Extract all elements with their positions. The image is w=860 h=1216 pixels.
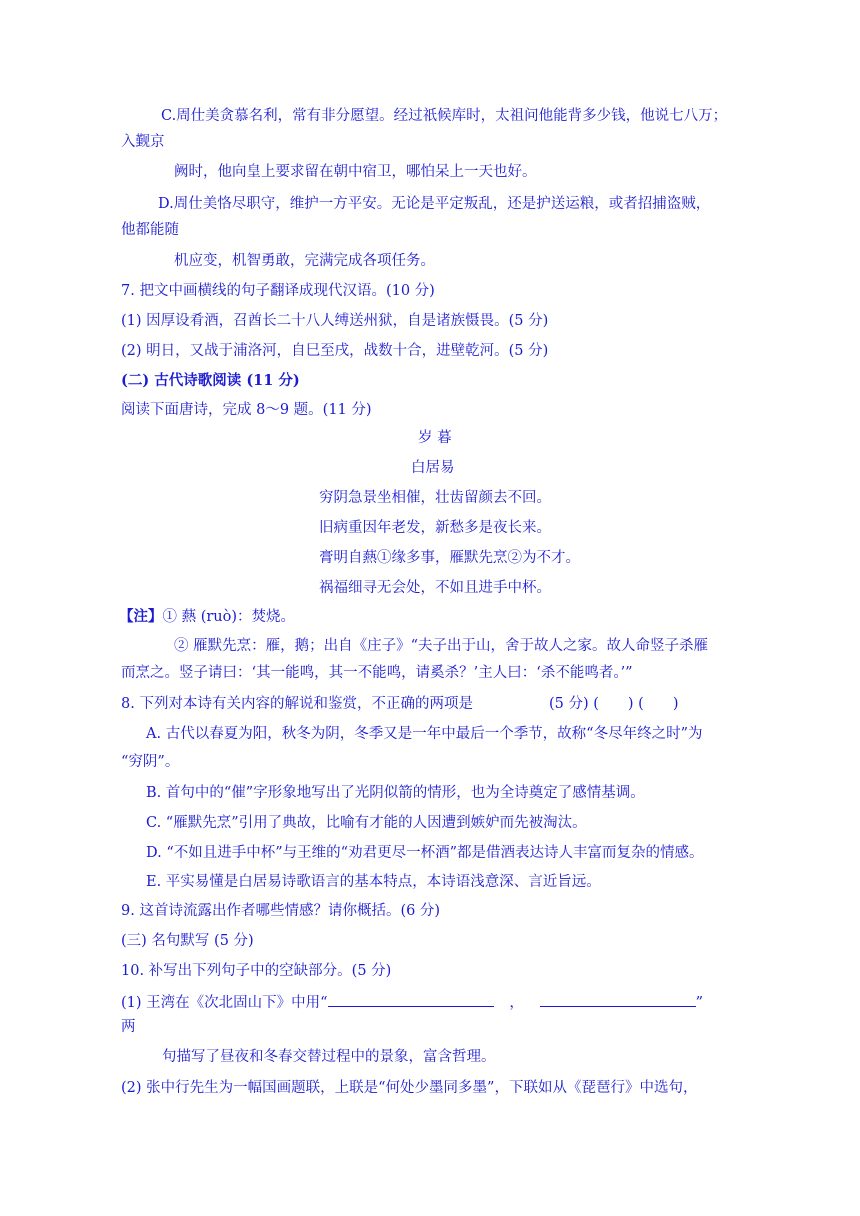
q6-option-c-line3: 阙时，他向皇上要求留在朝中宿卫，哪怕呆上一天也好。 xyxy=(174,164,537,180)
q8-score: (5 分) ( ) ( ) xyxy=(549,696,679,712)
note-label: 【注】 xyxy=(119,608,163,625)
q10-blank-1[interactable] xyxy=(328,991,494,1007)
q10-sentence-2: (2) 张中行先生为一幅国画题联，上联是“何处少墨同多墨”，下联如从《琵琶行》中选句， xyxy=(121,1080,698,1096)
section-2-heading: (二) 古代诗歌阅读 (11 分) xyxy=(121,372,300,389)
note-1-text: ① 爇 (ruò)：焚烧。 xyxy=(162,609,296,625)
poem-line-2: 旧病重因年老发，新愁多是夜长来。 xyxy=(319,520,551,536)
q8-option-a-line2: “穷阴”。 xyxy=(121,754,180,770)
q8-option-e: E. 平实易懂是白居易诗歌语言的基本特点，本诗语浅意深、言近旨远。 xyxy=(146,874,601,890)
note-2-line2: 而烹之。竖子请曰：‘其一能鸣，其一不能鸣，请奚杀？’主人曰：‘杀不能鸣者。’” xyxy=(121,665,633,681)
q10-sentence-1-line2: 两 xyxy=(121,1019,136,1035)
q6-option-c-line2: 入觐京 xyxy=(121,134,165,150)
poem-line-4: 祸福细寻无会处，不如且进手中杯。 xyxy=(319,580,551,596)
q8-option-a-line1: A. 古代以春夏为阳，秋冬为阴，冬季又是一年中最后一个季节，故称“冬尽年终之时”为 xyxy=(146,726,703,742)
note-1 xyxy=(119,607,295,627)
q9-stem: 9. 这首诗流露出作者哪些情感？请你概括。(6 分) xyxy=(121,903,441,919)
q7-sentence-1: (1) 因厚设肴酒，召酋长二十八人缚送州狱，自是诸族慑畏。(5 分) xyxy=(121,313,549,329)
poem-author: 白居易 xyxy=(411,460,455,476)
q10-s1-comma: ， xyxy=(509,995,524,1011)
q10-stem: 10. 补写出下列句子中的空缺部分。(5 分) xyxy=(121,963,392,979)
q6-option-d-line1: D.周仕美恪尽职守，维护一方平安。无论是平定叛乱，还是护送运粮，或者招捕盗贼， xyxy=(158,196,711,212)
q7-stem: 7. 把文中画横线的句子翻译成现代汉语。(10 分) xyxy=(121,283,435,299)
q10-blank-2[interactable] xyxy=(540,991,696,1007)
section-2-intro: 阅读下面唐诗，完成 8～9 题。(11 分) xyxy=(121,402,372,418)
q10-s1-suffix: ” xyxy=(695,995,703,1011)
q10-sentence-1 xyxy=(121,991,703,1013)
section-3-heading: (三) 名句默写 (5 分) xyxy=(121,933,254,949)
poem-line-1: 穷阴急景坐相催，壮齿留颜去不回。 xyxy=(319,490,551,506)
q8-option-c: C. “雁默先烹”引用了典故，比喻有才能的人因遭到嫉妒而先被淘汰。 xyxy=(146,815,587,831)
q6-option-d-line3: 机应变，机智勇敢，完满完成各项任务。 xyxy=(174,253,435,269)
q6-option-d-line2: 他都能随 xyxy=(121,222,179,238)
q6-option-c-line1: C.周仕美贪慕名利，常有非分愿望。经过祇候库时，太祖问他能背多少钱，他说七八万； xyxy=(161,108,728,124)
note-2-line1: ② 雁默先烹：雁，鹅；出自《庄子》“夫子出于山，舍于故人之家。故人命竖子杀雁 xyxy=(174,638,709,654)
poem-line-3: 膏明自爇①缘多事，雁默先烹②为不才。 xyxy=(319,550,580,566)
q8-option-b: B. 首句中的“催”字形象地写出了光阴似箭的情形，也为全诗奠定了感情基调。 xyxy=(146,785,645,801)
q8-stem: 8. 下列对本诗有关内容的解说和鉴赏，不正确的两项是 xyxy=(121,696,473,712)
poem-title: 岁 暮 xyxy=(418,430,452,446)
q10-s1-prefix: (1) 王湾在《次北固山下》中用“ xyxy=(121,995,328,1011)
q10-sentence-1-line3: 句描写了昼夜和冬春交替过程中的景象，富含哲理。 xyxy=(162,1049,496,1065)
q7-sentence-2: (2) 明日，又战于浦洛河，自巳至戌，战数十合，进壁乾河。(5 分) xyxy=(121,343,549,359)
q8-option-d: D. “不如且进手中杯”与王维的“劝君更尽一杯酒”都是借酒表达诗人丰富而复杂的情感。 xyxy=(146,845,704,861)
